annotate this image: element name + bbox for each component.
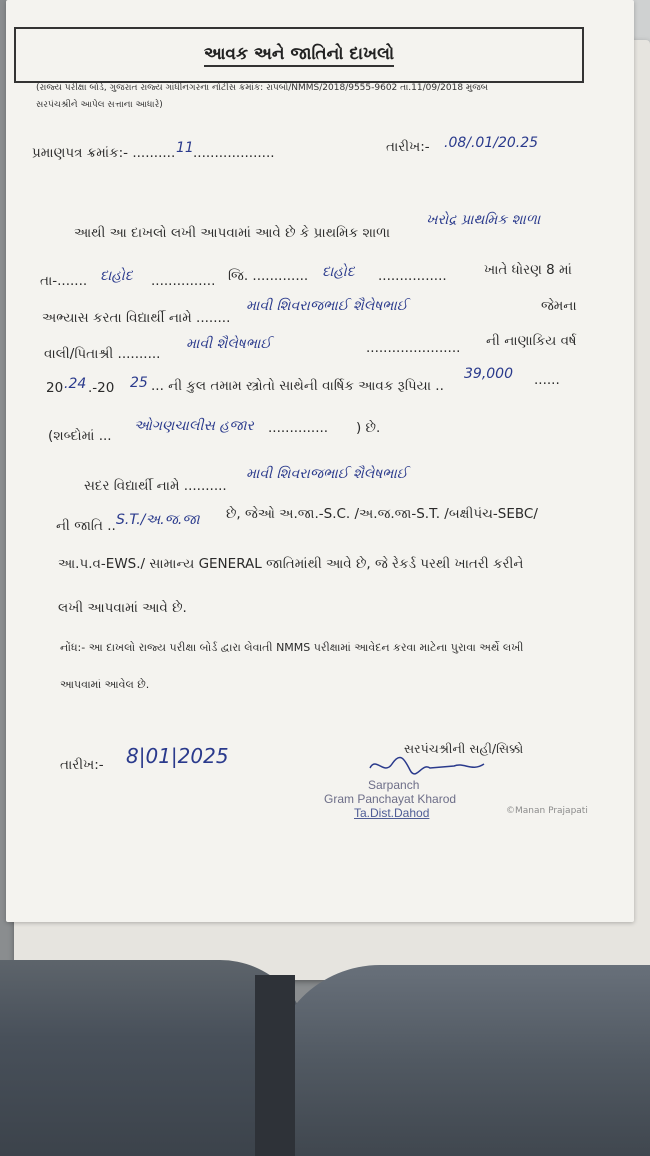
grade-text: ખાતે ધોરણ 8 માં	[484, 262, 572, 278]
notice-line-1: (રાજ્ય પરીક્ષા બોર્ડ, ગુજરાત રાજ્ય ગાંધીનગરના નોટીસ ક્રમાંક: રાપબો/NMMS/2018/9555-9602 તા.11/09/2018 મુજબ	[36, 83, 488, 93]
lap-gap	[255, 975, 295, 1156]
student-label: અભ્યાસ કરતા વિદ્યાર્થી નામે ........	[42, 310, 231, 326]
note-line-2: આપવામાં આવેલ છે.	[60, 678, 150, 691]
income-value: 39,000	[464, 366, 513, 382]
lap-right	[270, 965, 650, 1156]
date-label: તારીખ:-	[386, 139, 430, 155]
certificate-number-dots: ...................	[193, 145, 275, 161]
certificate-number-value: 11	[176, 140, 194, 156]
words-dots: ..............	[268, 420, 329, 436]
stamp-place: Ta.Dist.Dahod	[354, 806, 430, 820]
year-to: 25	[130, 375, 148, 391]
words-label: (શબ્દોમાં ...	[48, 428, 112, 444]
notice-reference	[36, 80, 596, 114]
ews-general-text: આ.પ.વ-EWS./ સામાન્ય GENERAL જાતિમાંથી આવે છે, જે રેકર્ડ પરથી ખાતરી કરીને	[58, 556, 524, 572]
guardian-suffix: જેમના	[541, 298, 577, 314]
district-value: દાહોદ	[322, 264, 355, 280]
certify-text: આથી આ દાખલો લખી આપવામાં આવે છે કે પ્રાથમિક શાળા	[74, 225, 391, 241]
watermark: ©Manan Prajapati	[506, 806, 588, 816]
note-line-1: નોંધ:- આ દાખલો રાજ્ય પરીક્ષા બોર્ડ દ્વારા લેવાતી NMMS પરીક્ષામાં આવેદન કરવા માટેના પુરાવા અર્થે લખી	[60, 641, 524, 654]
year-from: .24	[64, 376, 87, 392]
date-value: .08/.01/20.25	[444, 135, 539, 151]
district-label: જિ. .............	[228, 268, 309, 284]
caste-value: S.T./અ.જ.જા	[116, 512, 200, 528]
year-prefix: 20	[46, 380, 64, 396]
signature-label: સરપંચશ્રીની સહી/સિક્કો	[404, 741, 524, 756]
student2-name: માવી શિવરાજભાઈ શૈલેષભાઈ	[246, 466, 408, 482]
bottom-date-value: 8|01|2025	[126, 744, 229, 768]
certificate-page	[6, 0, 634, 922]
taluka-label: તા-.......	[40, 273, 88, 289]
notice-line-2: સરપંચશ્રીને આપેલ સત્તાના આધારે)	[36, 100, 163, 110]
document-title: આવક અને જાતિનો દાખલો	[204, 44, 394, 67]
bottom-date-label: તારીખ:-	[60, 757, 104, 773]
guardian-name: માવી શૈલેષભાઈ	[186, 336, 272, 352]
guardian-dots: ......................	[366, 340, 461, 356]
student2-label: સદર વિદ્યાર્થી નામે ..........	[84, 478, 227, 494]
income-text: ... ની કુલ તમામ સ્ત્રોતો સાથેની વાર્ષિક આવક રૂપિયા ..	[151, 378, 444, 394]
financial-year-label: ની નાણાકિય વર્ષ	[486, 333, 577, 349]
year-mid: .-20	[88, 380, 115, 396]
caste-label: ની જાતિ ..	[56, 518, 116, 534]
income-dots: ......	[534, 372, 560, 388]
stamp-title: Sarpanch	[368, 778, 420, 792]
words-end: ) છે.	[356, 420, 381, 436]
signature	[364, 750, 504, 780]
district-dots: ................	[378, 268, 447, 284]
certificate-number-label: પ્રમાણપત્ર ક્રમાંક:- ..........	[32, 145, 176, 161]
caste-category-text: છે, જેઓ અ.જા.-S.C. /અ.જ.જા-S.T. /બક્ષીપંચ-SEBC/	[226, 506, 538, 522]
taluka-value: દાહોદ	[100, 268, 133, 284]
stamp-village: Gram Panchayat Kharod	[324, 792, 457, 806]
title-box	[14, 27, 584, 83]
guardian-label: વાલી/પિતાશ્રી ..........	[44, 346, 161, 362]
taluka-dots: ...............	[151, 273, 216, 289]
closing-text: લખી આપવામાં આવે છે.	[58, 600, 187, 616]
income-in-words: ઓગણચાલીસ હજાર	[134, 418, 254, 434]
student-name: માવી શિવરાજભાઈ શૈલેષભાઈ	[246, 298, 408, 314]
school-name: ખરોદ્ર પ્રાથમિક શાળા	[426, 212, 541, 228]
